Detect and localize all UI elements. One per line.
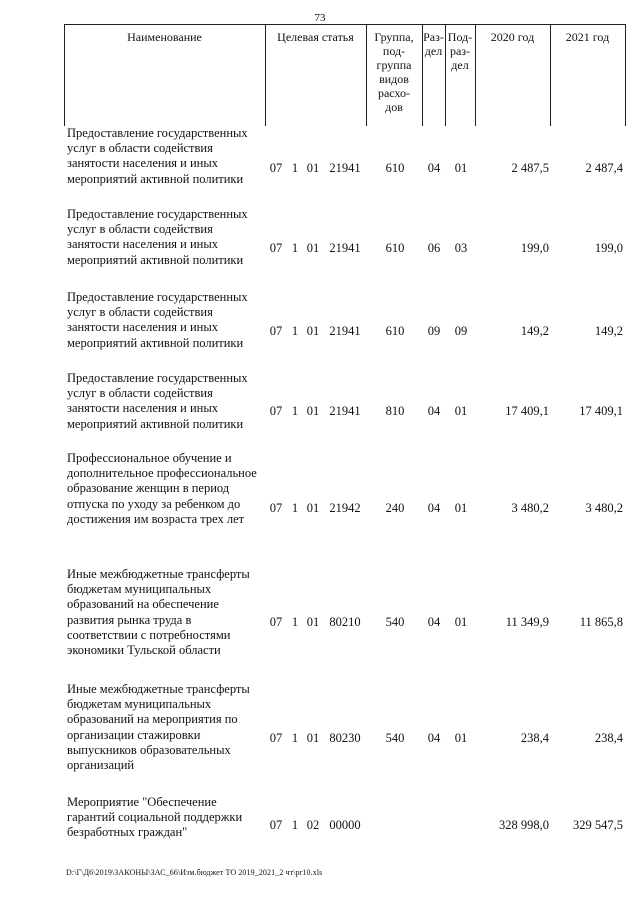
code-subprogram: 1 bbox=[291, 161, 299, 175]
podrazdel-code: 03 bbox=[454, 241, 468, 255]
razdel-code: 04 bbox=[427, 161, 441, 175]
code-event: 01 bbox=[306, 404, 320, 418]
code-program: 07 bbox=[269, 324, 283, 338]
amount-2020: 199,0 bbox=[520, 241, 549, 255]
code-event: 01 bbox=[306, 324, 320, 338]
header-2020: 2020 год bbox=[490, 30, 535, 44]
code-program: 07 bbox=[269, 615, 283, 629]
row-name: Предоставление государственных услуг в области содействия занятости населения и иных мероприятий активной политики bbox=[67, 371, 248, 431]
header-name: Наименование bbox=[127, 30, 202, 44]
code-event: 01 bbox=[306, 241, 320, 255]
amount-2020: 11 349,9 bbox=[505, 615, 549, 629]
code-event: 01 bbox=[306, 501, 320, 515]
row-name: Профессиональное обучение и дополнительное профессиональное образование женщин в период отпуска по уходу за ребенком до достижения им возраста трех лет bbox=[67, 451, 257, 526]
amount-2021: 17 409,1 bbox=[579, 404, 623, 418]
podrazdel-code: 01 bbox=[454, 615, 468, 629]
amount-2020: 328 998,0 bbox=[499, 818, 549, 832]
razdel-code: 09 bbox=[427, 324, 441, 338]
code-program: 07 bbox=[269, 731, 283, 745]
amount-2020: 2 487,5 bbox=[511, 161, 549, 175]
group-code: 540 bbox=[385, 731, 405, 745]
code-direction: 21941 bbox=[329, 404, 361, 418]
code-event: 01 bbox=[306, 731, 320, 745]
code-direction: 80210 bbox=[329, 615, 361, 629]
code-event: 01 bbox=[306, 615, 320, 629]
podrazdel-code: 09 bbox=[454, 324, 468, 338]
code-direction: 21941 bbox=[329, 324, 361, 338]
row-name: Предоставление государственных услуг в области содействия занятости населения и иных мероприятий активной политики bbox=[67, 207, 248, 267]
razdel-code: 04 bbox=[427, 731, 441, 745]
podrazdel-code: 01 bbox=[454, 501, 468, 515]
code-subprogram: 1 bbox=[291, 615, 299, 629]
code-subprogram: 1 bbox=[291, 818, 299, 832]
group-code: 610 bbox=[385, 161, 405, 175]
page-number: 73 bbox=[314, 12, 326, 24]
footer-file-path: D:\Г\Д6\2019\ЗАКОНЫ\ЗАС_66\Изм.бюджет ТО 2019_2021_2 чт\pr10.xls bbox=[66, 868, 323, 877]
code-event: 01 bbox=[306, 161, 320, 175]
amount-2020: 17 409,1 bbox=[505, 404, 549, 418]
code-subprogram: 1 bbox=[291, 404, 299, 418]
code-direction: 80230 bbox=[329, 731, 361, 745]
header-podrazdel: Под- раз- дел bbox=[447, 30, 473, 72]
amount-2020: 238,4 bbox=[520, 731, 549, 745]
amount-2020: 3 480,2 bbox=[511, 501, 549, 515]
amount-2021: 2 487,4 bbox=[585, 161, 623, 175]
code-program: 07 bbox=[269, 501, 283, 515]
header-2021: 2021 год bbox=[565, 30, 610, 44]
code-program: 07 bbox=[269, 818, 283, 832]
podrazdel-code: 01 bbox=[454, 161, 468, 175]
amount-2021: 149,2 bbox=[594, 324, 623, 338]
code-direction: 00000 bbox=[329, 818, 361, 832]
razdel-code: 04 bbox=[427, 404, 441, 418]
amount-2021: 3 480,2 bbox=[585, 501, 623, 515]
razdel-code: 04 bbox=[427, 615, 441, 629]
header-border-right bbox=[625, 24, 626, 126]
group-code: 610 bbox=[385, 241, 405, 255]
code-direction: 21941 bbox=[329, 161, 361, 175]
group-code: 810 bbox=[385, 404, 405, 418]
code-subprogram: 1 bbox=[291, 241, 299, 255]
amount-2021: 329 547,5 bbox=[573, 818, 623, 832]
header-top-border bbox=[64, 24, 626, 25]
header-target: Целевая статья bbox=[277, 30, 354, 44]
group-code: 610 bbox=[385, 324, 405, 338]
amount-2021: 199,0 bbox=[594, 241, 623, 255]
group-code: 540 bbox=[385, 615, 405, 629]
row-name: Иные межбюджетные трансферты бюджетам муниципальных образований на обеспечение развития рынка труда в соответствии с потребностями экономики Тульской области bbox=[67, 567, 250, 658]
code-direction: 21941 bbox=[329, 241, 361, 255]
table-header bbox=[64, 24, 626, 126]
code-subprogram: 1 bbox=[291, 324, 299, 338]
code-subprogram: 1 bbox=[291, 501, 299, 515]
row-name: Иные межбюджетные трансферты бюджетам муниципальных образований на мероприятия по организации стажировки выпускников образовательных организаций bbox=[67, 682, 250, 773]
code-program: 07 bbox=[269, 241, 283, 255]
razdel-code: 04 bbox=[427, 501, 441, 515]
code-subprogram: 1 bbox=[291, 731, 299, 745]
code-event: 02 bbox=[306, 818, 320, 832]
group-code: 240 bbox=[385, 501, 405, 515]
razdel-code: 06 bbox=[427, 241, 441, 255]
amount-2021: 11 865,8 bbox=[579, 615, 623, 629]
podrazdel-code: 01 bbox=[454, 404, 468, 418]
code-program: 07 bbox=[269, 404, 283, 418]
amount-2020: 149,2 bbox=[520, 324, 549, 338]
row-name: Мероприятие "Обеспечение гарантий социальной поддержки безработных граждан" bbox=[67, 795, 243, 840]
podrazdel-code: 01 bbox=[454, 731, 468, 745]
code-program: 07 bbox=[269, 161, 283, 175]
header-razdel: Раз- дел bbox=[423, 30, 444, 58]
row-name: Предоставление государственных услуг в области содействия занятости населения и иных мероприятий активной политики bbox=[67, 290, 248, 350]
amount-2021: 238,4 bbox=[594, 731, 623, 745]
row-name: Предоставление государственных услуг в области содействия занятости населения и иных мероприятий активной политики bbox=[67, 126, 248, 186]
header-group: Группа, под- группа видов расхо- дов bbox=[374, 30, 414, 114]
code-direction: 21942 bbox=[329, 501, 361, 515]
